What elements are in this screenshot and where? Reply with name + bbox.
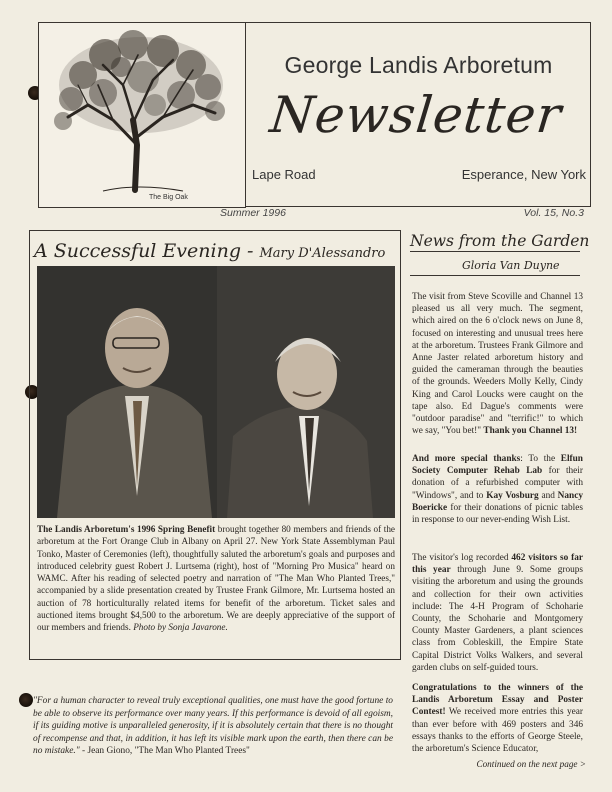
news-p3-bold: 462 visitors so far this year bbox=[412, 553, 584, 576]
news-p2-b: for their donation of a refurbished computer with "Windows", and to bbox=[412, 466, 583, 501]
news-p2-c: and bbox=[538, 490, 558, 501]
continued-link[interactable]: Continued on the next page > bbox=[476, 759, 586, 769]
news-p2-a: : To the bbox=[520, 454, 561, 464]
news-p1-bold: Thank you Channel 13! bbox=[483, 426, 578, 437]
address-road: Lape Road bbox=[252, 167, 316, 182]
news-author: Gloria Van Duyne bbox=[462, 259, 560, 272]
feature-title: A Successful Evening bbox=[34, 240, 241, 262]
issue-number: Vol. 15, No.3 bbox=[523, 207, 584, 219]
news-p2-d: for their donations of picnic tables in response to our never-ending Wish List. bbox=[412, 502, 583, 526]
caption-lead: The Landis Arboretum's 1996 Spring Benefit bbox=[37, 524, 216, 534]
news-p3-b: through June 9. Some groups visiting the arboretum and using the grounds and collection for their own activities include: The 4-H Program of Schoharie County, the Schoharie and Montgomery County Master Gardeners, a plant sciences class from Cobleskill, the Empire State Capital District Volks Walkers, and several garden clubs on self-guided tours. bbox=[412, 565, 584, 673]
feature-separator: - bbox=[241, 240, 260, 262]
quote-attribution: - Jean Giono, "The Man Who Planted Trees" bbox=[79, 746, 250, 757]
photo-credit: Photo by Sonja Javarone. bbox=[133, 622, 228, 633]
news-heading: News from the Garden bbox=[410, 232, 590, 250]
binder-hole bbox=[19, 693, 33, 707]
quote-text: "For a human character to reveal truly exceptional qualities, one must have the good fortune to be able to observe its performance over many years. If this performance is devoid of all egoism, if its guiding motive is unparalleled generosity, if it is absolutely certain that there is no thought of recompense and that, in addition, it has left its visible mark upon the earth, then there can be no mistake." bbox=[33, 696, 393, 757]
news-paragraph-channel13 bbox=[412, 291, 583, 437]
news-p2-bold2: Elfun Society Computer Rehab Lab bbox=[412, 454, 583, 477]
masthead-logo-box bbox=[38, 22, 246, 208]
photo-caption bbox=[37, 523, 395, 634]
news-p2-bold1: And more special thanks bbox=[412, 454, 521, 464]
news-paragraph-visitors bbox=[412, 552, 583, 674]
news-paragraph-contest bbox=[412, 682, 583, 755]
news-author-rule bbox=[410, 275, 580, 276]
news-heading-rule bbox=[410, 251, 580, 252]
news-p4-a: We received more entries this year than ever before with 469 posters and 346 essays thanks to the efforts of George Steele, the arboretum's Science Educator, bbox=[412, 707, 583, 755]
feature-headline bbox=[34, 240, 394, 262]
news-p1-text: The visit from Steve Scoville and Channel 13 pleased us all very much. The segment, which aired on the 6 o'clock news on June 8, focused on interesting and unusual trees here at the arboretum. Trustees Frank Gilmore and Anne Jaster related arboretum history and guided the cameraman through the beauties of the grounds. Weeders Molly Kelly, Cindy King and Carol Loucks were caught on the tape also. Ed Dague's comments were "outdoor paradise" and "terrific!" to which we say, "You bet!" bbox=[412, 292, 583, 437]
oak-tree-illustration bbox=[43, 25, 239, 195]
issue-date: Summer 1996 bbox=[220, 207, 286, 219]
address-city: Esperance, New York bbox=[461, 167, 586, 182]
news-p4-bold: Congratulations to the winners of the Landis Arboretum Essay and Poster Contest! bbox=[412, 683, 583, 718]
news-p2-bold3: Kay Vosburg bbox=[486, 490, 539, 501]
newsletter-title: Newsletter bbox=[267, 86, 565, 144]
organization-title: George Landis Arboretum bbox=[284, 52, 553, 78]
giono-quote bbox=[33, 695, 393, 758]
news-p3-a: The visitor's log recorded bbox=[412, 553, 512, 563]
tree-caption: The Big Oak bbox=[149, 194, 188, 201]
caption-body: brought together 80 members and friends of the arboretum at the Fort Orange Club in Albany on April 27. New York State Assemblyman Paul Tonko, Master of Ceremonies (left), thoughtfully saluted the arboretum's goals and purposes and introduced celebrity guest Robert J. Lurtsema (right), host of "Morning Pro Musica" heard on WAMC. After his reading of selected poetry and narration of "The Man Who Planted Trees," accompanied by a slide presentation created by Trustee Frank Gilmore, Mr. Lurtsema hosted an auction of 78 horticulturally related items for benefit of the arboretum. Ticket sales and auctioned items brought $4,500 to the arboretum. We are deeply appreciative of the support of our members and friends. bbox=[37, 524, 395, 633]
news-paragraph-thanks bbox=[412, 453, 583, 526]
news-p2-bold4: Nancy Boericke bbox=[412, 490, 583, 513]
event-photo bbox=[37, 266, 395, 518]
feature-author: Mary D'Alessandro bbox=[259, 246, 386, 261]
